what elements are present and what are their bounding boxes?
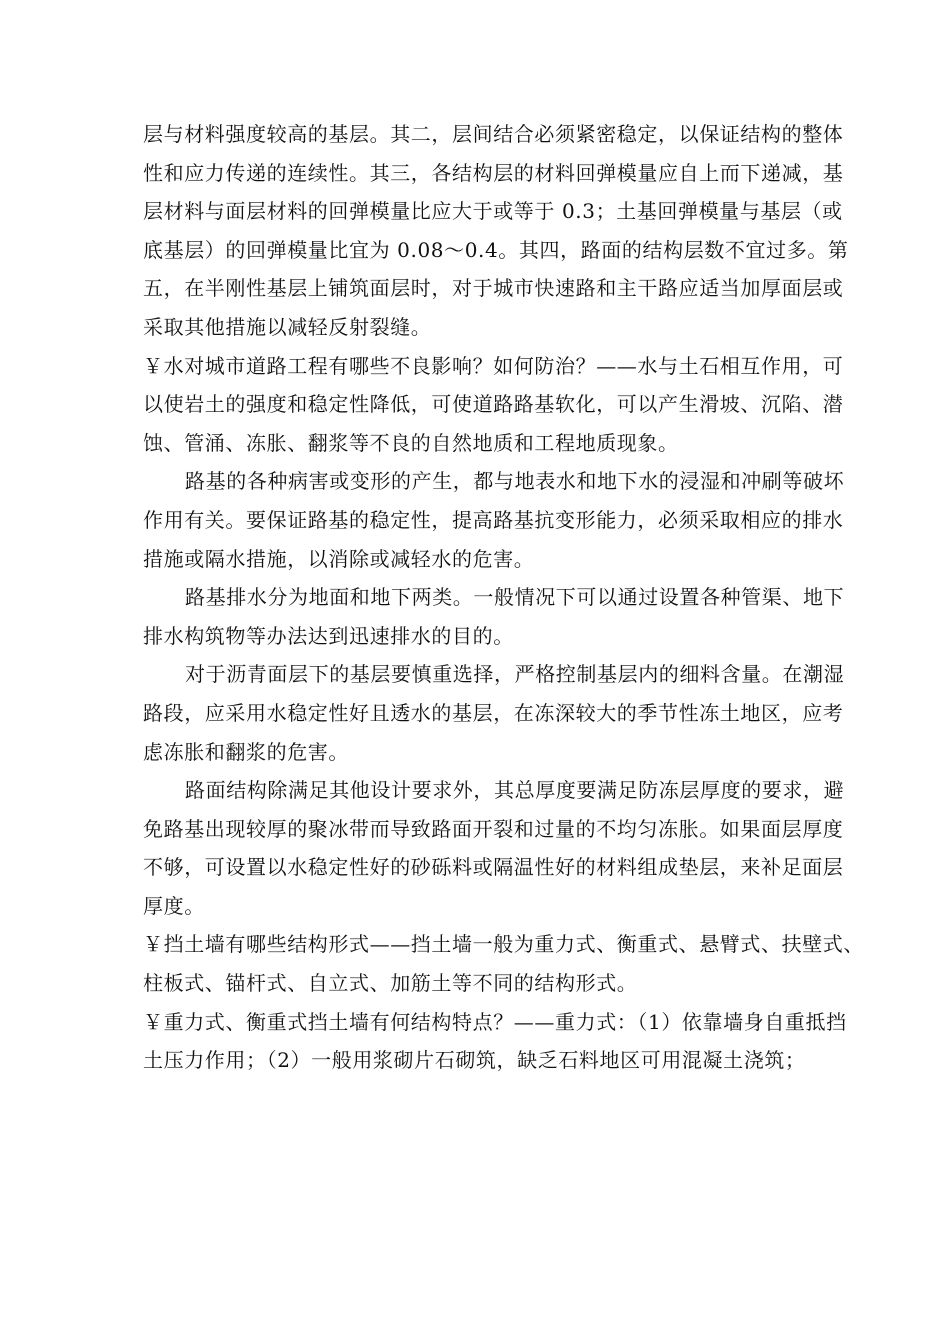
text-line: 对于沥青面层下的基层要慎重选择，严格控制基层内的细料含量。在潮湿	[185, 662, 845, 687]
text-line: 柱板式、锚杆式、自立式、加筋土等不同的结构形式。	[143, 971, 638, 996]
text-line: ￥水对城市道路工程有哪些不良影响？如何防治？——水与土石相互作用，可	[143, 353, 844, 378]
text-line: 层与材料强度较高的基层。其二，层间结合必须紧密稳定，以保证结构的整体	[143, 122, 844, 146]
text-line: 路面结构除满足其他设计要求外，其总厚度要满足防冻层厚度的要求，避	[185, 778, 845, 803]
text-line: 措施或隔水措施，以消除或减轻水的危害。	[143, 546, 535, 571]
text-line: 免路基出现较厚的聚冰带而导致路面开裂和过量的不均匀冻胀。如果面层厚度	[143, 816, 844, 841]
text-line: 路基的各种病害或变形的产生，都与地表水和地下水的浸湿和冲刷等破坏	[185, 469, 845, 494]
text-line: 采取其他措施以减轻反射裂缝。	[143, 314, 432, 339]
text-line: 蚀、管涌、冻胀、翻浆等不良的自然地质和工程地质现象。	[143, 430, 679, 455]
text-line: 五，在半刚性基层上铺筑面层时，对于城市快速路和主干路应适当加厚面层或	[143, 276, 844, 301]
text-line: ￥重力式、衡重式挡土墙有何结构特点？——重力式：（1）依靠墙身自重抵挡	[143, 1009, 847, 1034]
text-line: 路基排水分为地面和地下两类。一般情况下可以通过设置各种管渠、地下	[185, 585, 845, 610]
text-line: 路段，应采用水稳定性好且透水的基层，在冻深较大的季节性冻土地区，应考	[143, 700, 844, 725]
text-line: 作用有关。要保证路基的稳定性，提高路基抗变形能力，必须采取相应的排水	[143, 507, 844, 532]
document-body	[143, 115, 864, 1080]
text-line: 排水构筑物等办法达到迅速排水的目的。	[143, 623, 514, 648]
text-line: ￥挡土墙有哪些结构形式——挡土墙一般为重力式、衡重式、悬臂式、扶壁式、	[143, 932, 864, 957]
text-line: 厚度。	[143, 893, 205, 918]
text-line: 虑冻胀和翻浆的危害。	[143, 739, 349, 764]
text-line: 底基层）的回弹模量比宜为 0.08～0.4。其四，路面的结构层数不宜过多。第	[143, 237, 849, 262]
text-line: 性和应力传递的连续性。其三，各结构层的材料回弹模量应自上而下递减，基	[143, 160, 844, 185]
text-line: 以使岩土的强度和稳定性降低，可使道路路基软化，可以产生滑坡、沉陷、潜	[143, 392, 844, 417]
text-line: 层材料与面层材料的回弹模量比应大于或等于 0.3；土基回弹模量与基层（或	[143, 199, 843, 224]
text-line: 土压力作用；（2）一般用浆砌片石砌筑，缺乏石料地区可用混凝土浇筑；	[143, 1048, 806, 1073]
text-line: 不够，可设置以水稳定性好的砂砾料或隔温性好的材料组成垫层，来补足面层	[143, 855, 844, 880]
